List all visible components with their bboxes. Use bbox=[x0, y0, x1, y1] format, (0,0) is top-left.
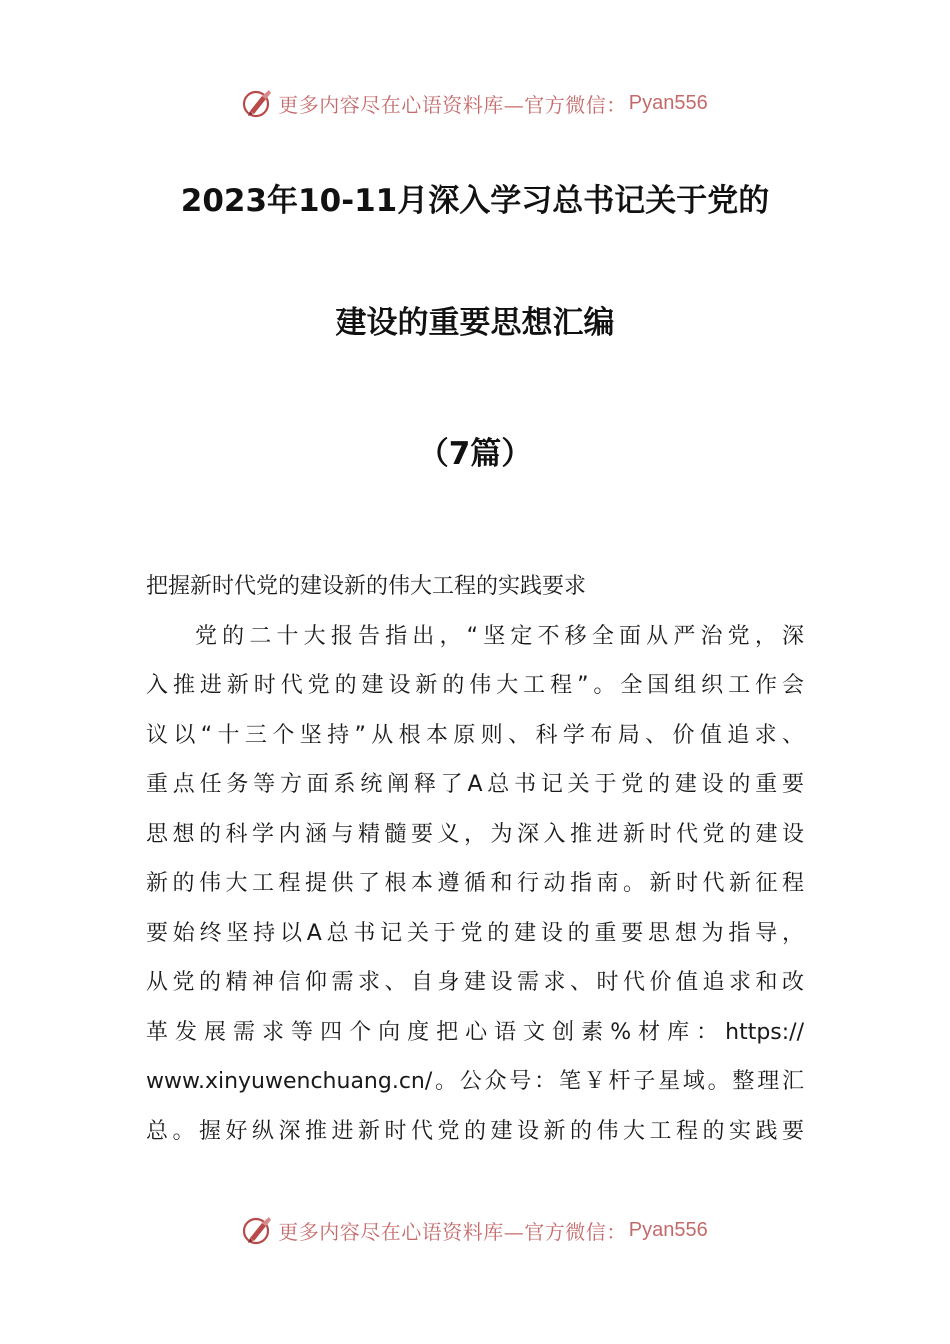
footer-watermark bbox=[0, 1210, 950, 1250]
paragraph-line: 要始终坚持以A总书记关于党的建设的重要思想为指导， bbox=[146, 920, 804, 946]
paragraph-line: 入推进新时代党的建设新的伟大工程”。全国组织工作会 bbox=[146, 673, 804, 698]
paragraph-line: www.xinyuwenchuang.cn/。公众号：笔￥杆子星域。整理汇 bbox=[146, 1069, 804, 1094]
paragraph-line: 新的伟大工程提供了根本遵循和行动指南。新时代新征程 bbox=[146, 871, 804, 896]
watermark-text: 更多内容尽在心语资料库—官方微信： bbox=[278, 92, 627, 117]
watermark-wechat-id: Pyan556 bbox=[628, 1218, 708, 1241]
paragraph-line: 重点任务等方面系统阐释了A总书记关于党的建设的重要 bbox=[146, 772, 804, 797]
paragraph-line: 党的二十大报告指出，“坚定不移全面从严治党，深 bbox=[195, 623, 804, 649]
paragraph-line: 从党的精神信仰需求、自身建设需求、时代价值追求和改 bbox=[146, 970, 804, 995]
document-title-count: （7篇） bbox=[417, 436, 533, 472]
paragraph-line: 思想的科学内涵与精髓要义，为深入推进新时代党的建设 bbox=[146, 821, 804, 847]
paragraph-line: 议以“十三个坚持”从根本原则、科学布局、价值追求、 bbox=[146, 722, 804, 748]
document-title-line-1: 2023年10-11月深入学习总书记关于党的 bbox=[180, 183, 770, 219]
paragraph-line: 总。握好纵深推进新时代党的建设新的伟大工程的实践要 bbox=[146, 1118, 804, 1144]
header-watermark bbox=[0, 83, 950, 123]
watermark-wechat-id: Pyan556 bbox=[628, 91, 708, 114]
pen-logo-icon bbox=[242, 87, 274, 119]
watermark-text: 更多内容尽在心语资料库—官方微信： bbox=[278, 1219, 627, 1244]
article-body bbox=[146, 562, 804, 1156]
paragraph-line: 革发展需求等四个向度把心语文创素%材库：https:// bbox=[146, 1019, 804, 1045]
pen-logo-icon bbox=[242, 1214, 274, 1246]
document-title-line-2: 建设的重要思想汇编 bbox=[335, 305, 615, 341]
article-heading: 把握新时代党的建设新的伟大工程的实践要求 bbox=[146, 574, 587, 599]
